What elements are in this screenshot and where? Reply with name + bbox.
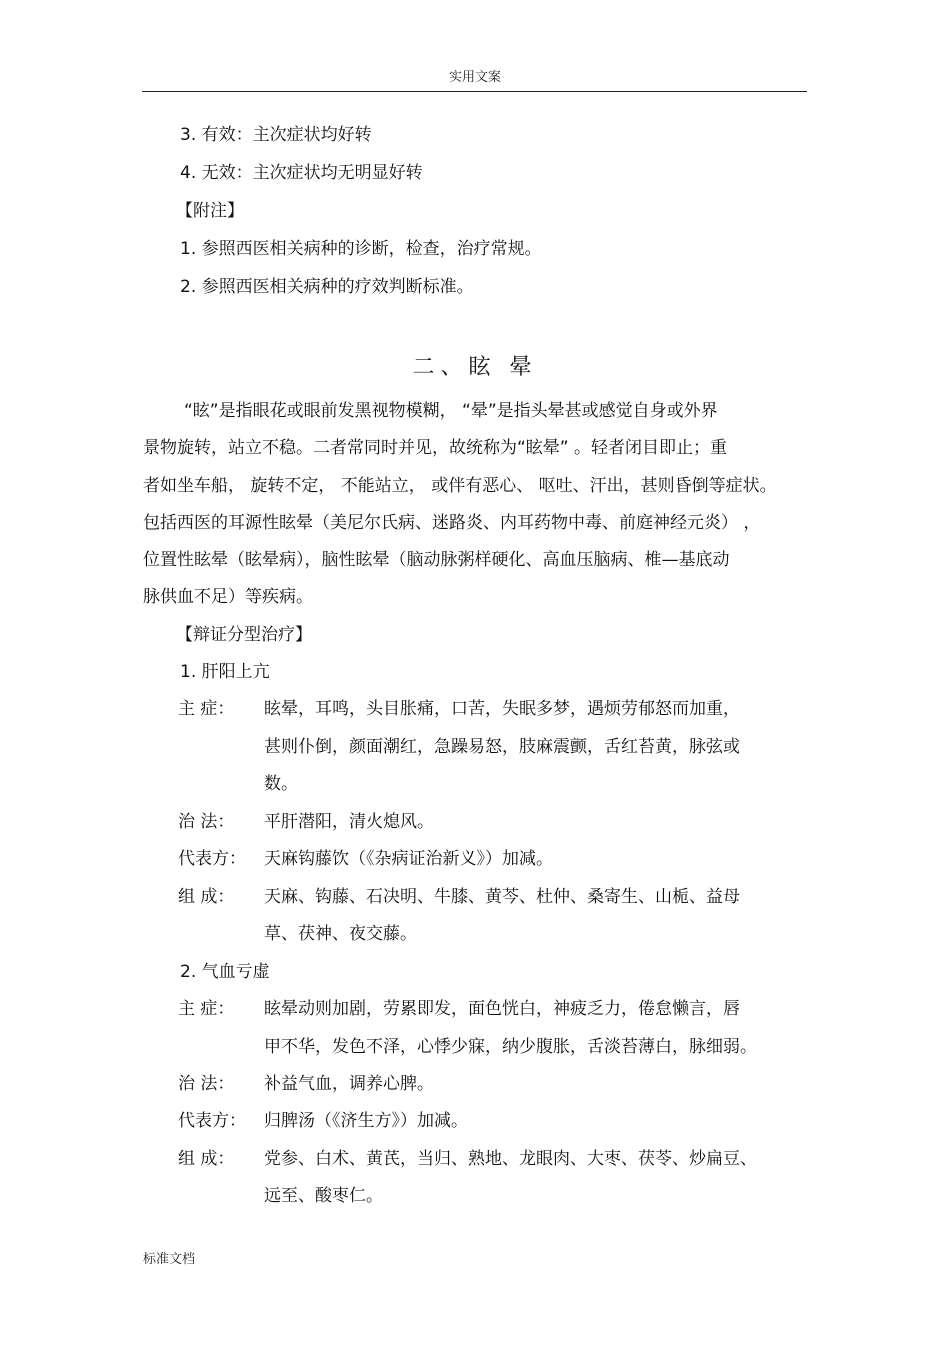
- notes-item-2: 2. 参照西医相关病种的疗效判断标准。: [180, 277, 474, 297]
- type-2-symptoms-label: 主 症：: [178, 999, 235, 1019]
- type-2-formula: 归脾汤（《济生方》）加减。: [264, 1111, 468, 1131]
- type-1-symptoms-line-3: 数。: [264, 774, 298, 794]
- type-2-name: 2. 气血亏虚: [180, 962, 270, 982]
- type-2-composition-line-2: 远至、酸枣仁。: [264, 1186, 383, 1206]
- intro-line-1: “眩”是指眼花或眼前发黑视物模糊， “晕”是指头晕甚或感觉自身或外界: [184, 401, 718, 421]
- type-2-method: 补益气血，调养心脾。: [264, 1074, 434, 1094]
- type-2-method-label: 治 法：: [178, 1074, 235, 1094]
- page-header: 实用文案: [448, 70, 501, 85]
- efficacy-item-4: 4. 无效：主次症状均无明显好转: [180, 163, 423, 183]
- type-1-formula: 天麻钩藤饮（《杂病证治新义》）加减。: [264, 849, 553, 869]
- header-rule: [142, 91, 807, 92]
- type-1-method-label: 治 法：: [178, 812, 235, 832]
- type-1-symptoms-line-2: 甚则仆倒，颜面潮红，急躁易怒，肢麻震颤，舌红苔黄，脉弦或: [264, 737, 740, 757]
- intro-line-6: 脉供血不足）等疾病。: [143, 587, 313, 607]
- type-1-symptoms-line-1: 眩晕，耳鸣，头目胀痛，口苦，失眠多梦，遇烦劳郁怒而加重，: [264, 699, 740, 719]
- type-1-formula-label: 代表方：: [178, 849, 246, 869]
- type-2-composition-label: 组 成：: [178, 1149, 235, 1169]
- type-2-formula-label: 代表方：: [178, 1111, 246, 1131]
- efficacy-item-3: 3. 有效：主次症状均好转: [180, 125, 372, 145]
- type-1-symptoms-label: 主 症：: [178, 699, 235, 719]
- type-1-name: 1. 肝阳上亢: [180, 662, 270, 682]
- page-footer: 标准文档: [143, 1252, 196, 1267]
- intro-line-2: 景物旋转，站立不稳。二者常同时并见，故统称为“眩晕” 。轻者闭目即止；重: [143, 438, 728, 458]
- type-2-composition-line-1: 党参、白术、黄芪，当归、熟地、龙眼肉、大枣、茯苓、炒扁豆、: [264, 1149, 757, 1169]
- type-2-symptoms-line-2: 甲不华，发色不泽，心悸少寐，纳少腹胀，舌淡苔薄白，脉细弱。: [264, 1037, 757, 1057]
- type-1-composition-label: 组 成：: [178, 887, 235, 907]
- notes-item-1: 1. 参照西医相关病种的诊断，检查，治疗常规。: [180, 239, 542, 259]
- type-1-method: 平肝潜阳，清火熄风。: [264, 812, 434, 832]
- notes-heading: 【附注】: [176, 201, 244, 221]
- type-1-composition-line-1: 天麻、钩藤、石决明、牛膝、黄芩、杜仲、桑寄生、山栀、益母: [264, 887, 740, 907]
- intro-line-5: 位置性眩晕（眩晕病），脑性眩晕（脑动脉粥样硬化、高血压脑病、椎—基底动: [143, 550, 730, 570]
- intro-line-3: 者如坐车船， 旋转不定， 不能站立， 或伴有恶心、 呕吐、汗出，甚则昏倒等症状。: [143, 476, 777, 496]
- treatment-heading: 【辩证分型治疗】: [176, 625, 312, 645]
- type-2-symptoms-line-1: 眩晕动则加剧，劳累即发，面色恍白，神疲乏力，倦怠懒言，唇: [264, 999, 740, 1019]
- type-1-composition-line-2: 草、茯神、夜交藤。: [264, 924, 417, 944]
- section-title: 二、眩 晕: [412, 355, 538, 380]
- intro-line-4: 包括西医的耳源性眩晕（美尼尔氏病、迷路炎、内耳药物中毒、前庭神经元炎） ，: [143, 513, 761, 533]
